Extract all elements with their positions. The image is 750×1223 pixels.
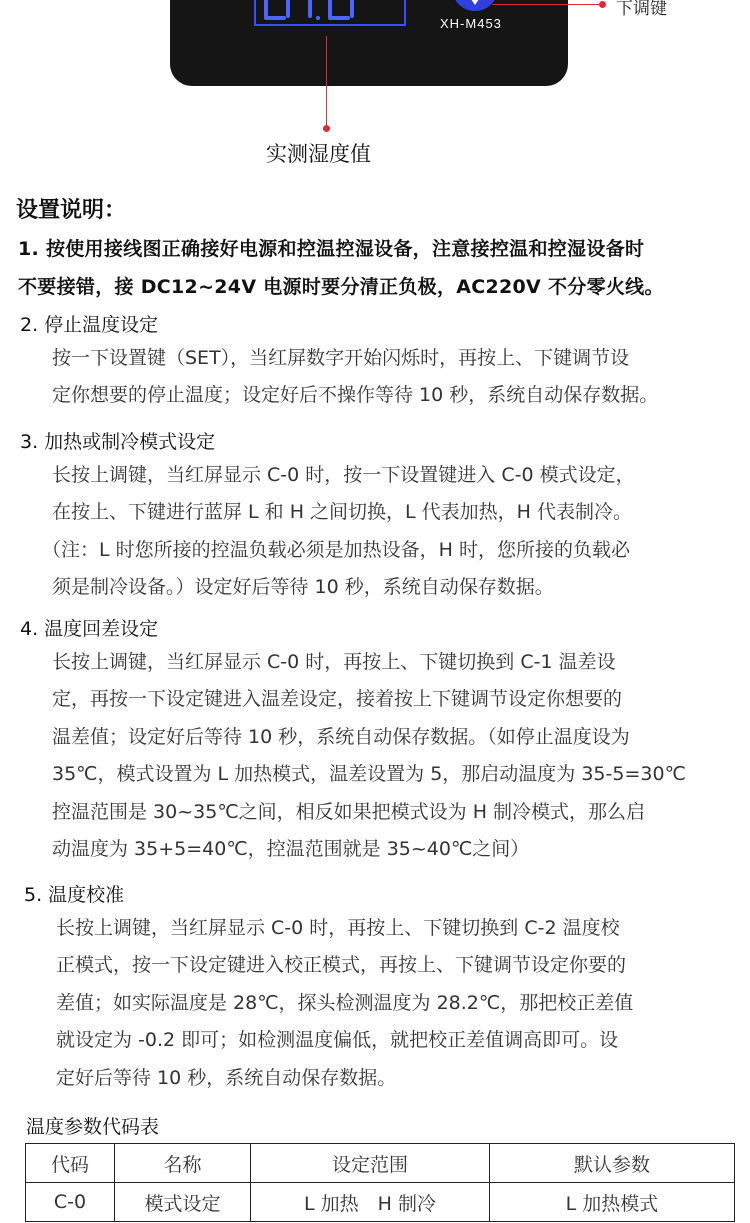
header-range: 设定范围	[251, 1144, 490, 1183]
item5-line-3: 差值；如实际温度是 28℃，探头检测温度为 28.2℃，那把校正差值	[56, 992, 634, 1014]
down-key-label: 下调键	[616, 0, 667, 19]
item5-line-1: 长按上调键，当红屏显示 C-0 时，再按上、下键切换到 C-2 温度校	[56, 917, 620, 939]
item4-line-2: 定，再按一下设定键进入温差设定，接着按上下键调节设定你想要的	[52, 688, 623, 710]
measured-callout-line	[326, 36, 327, 128]
item2-line-1: 按一下设置键（SET），当红屏数字开始闪烁时，再按上、下键调节设	[52, 347, 630, 369]
item3-line-1: 长按上调键，当红屏显示 C-0 时，按一下设置键进入 C-0 模式设定，	[52, 464, 635, 486]
seven-segment-display	[254, 0, 406, 26]
down-key-button-icon	[452, 0, 498, 11]
item3-line-4: 须是制冷设备。）设定好后等待 10 秒，系统自动保存数据。	[52, 576, 554, 598]
item4-line-1: 长按上调键，当红屏显示 C-0 时，再按上、下键切换到 C-1 温差设	[52, 651, 616, 673]
header-code: 代码	[26, 1144, 115, 1183]
item1-line-1: 1. 按使用接线图正确接好电源和控温控湿设备，注意接控温和控湿设备时	[18, 238, 645, 260]
item2-line-2: 定你想要的停止温度；设定好后不操作等待 10 秒，系统自动保存数据。	[52, 384, 659, 406]
item3-line-2: 在按上、下键进行蓝屏 L 和 H 之间切换，L 代表加热，H 代表制冷。	[52, 501, 632, 523]
table-caption: 温度参数代码表	[26, 1116, 160, 1138]
measured-callout-dot	[323, 125, 330, 132]
section-heading: 设置说明：	[16, 198, 127, 223]
item5-line-5: 定好后等待 10 秒，系统自动保存数据。	[56, 1067, 397, 1089]
parameter-code-table	[25, 1143, 735, 1222]
item4-title: 4. 温度回差设定	[20, 618, 159, 640]
cell-range: L 加热 H 制冷	[251, 1183, 490, 1222]
cell-name: 模式设定	[115, 1183, 251, 1222]
item4-line-4: 35℃，模式设置为 L 加热模式，温差设置为 5，那启动温度为 35-5=30℃	[52, 763, 686, 785]
item4-line-3: 温差值；设定好后等待 10 秒，系统自动保存数据。（如停止温度设为	[52, 726, 630, 748]
header-default: 默认参数	[490, 1144, 735, 1183]
item5-line-4: 就设定为 -0.2 即可；如检测温度偏低，就把校正差值调高即可。设	[56, 1029, 619, 1051]
item1-line-2: 不要接错，接 DC12~24V 电源时要分清正负极，AC220V 不分零火线。	[18, 276, 664, 298]
item5-line-2: 正模式，按一下设定键进入校正模式，再按上、下键调节设定你要的	[56, 954, 627, 976]
item3-title: 3. 加热或制冷模式设定	[20, 431, 216, 453]
down-key-callout-dot	[599, 1, 606, 8]
controller-device-image	[170, 0, 568, 86]
table-header-row	[26, 1144, 735, 1183]
item4-line-5: 控温范围是 30~35℃之间，相反如果把模式设为 H 制冷模式，那么启	[52, 801, 646, 823]
item3-line-3: （注：L 时您所接的控温负载必须是加热设备，H 时，您所接的负载必	[42, 539, 630, 561]
item2-title: 2. 停止温度设定	[20, 314, 159, 336]
table-row	[26, 1183, 735, 1222]
cell-default: L 加热模式	[490, 1183, 735, 1222]
measured-humidity-label: 实测湿度值	[266, 142, 371, 166]
header-name: 名称	[115, 1144, 251, 1183]
item4-line-6: 动温度为 35+5=40℃，控温范围就是 35~40℃之间）	[52, 838, 530, 860]
cell-code: C-0	[26, 1183, 115, 1222]
item5-title: 5. 温度校准	[24, 884, 125, 906]
device-model-label: XH-M453	[440, 16, 502, 31]
down-key-callout-line	[492, 4, 604, 5]
